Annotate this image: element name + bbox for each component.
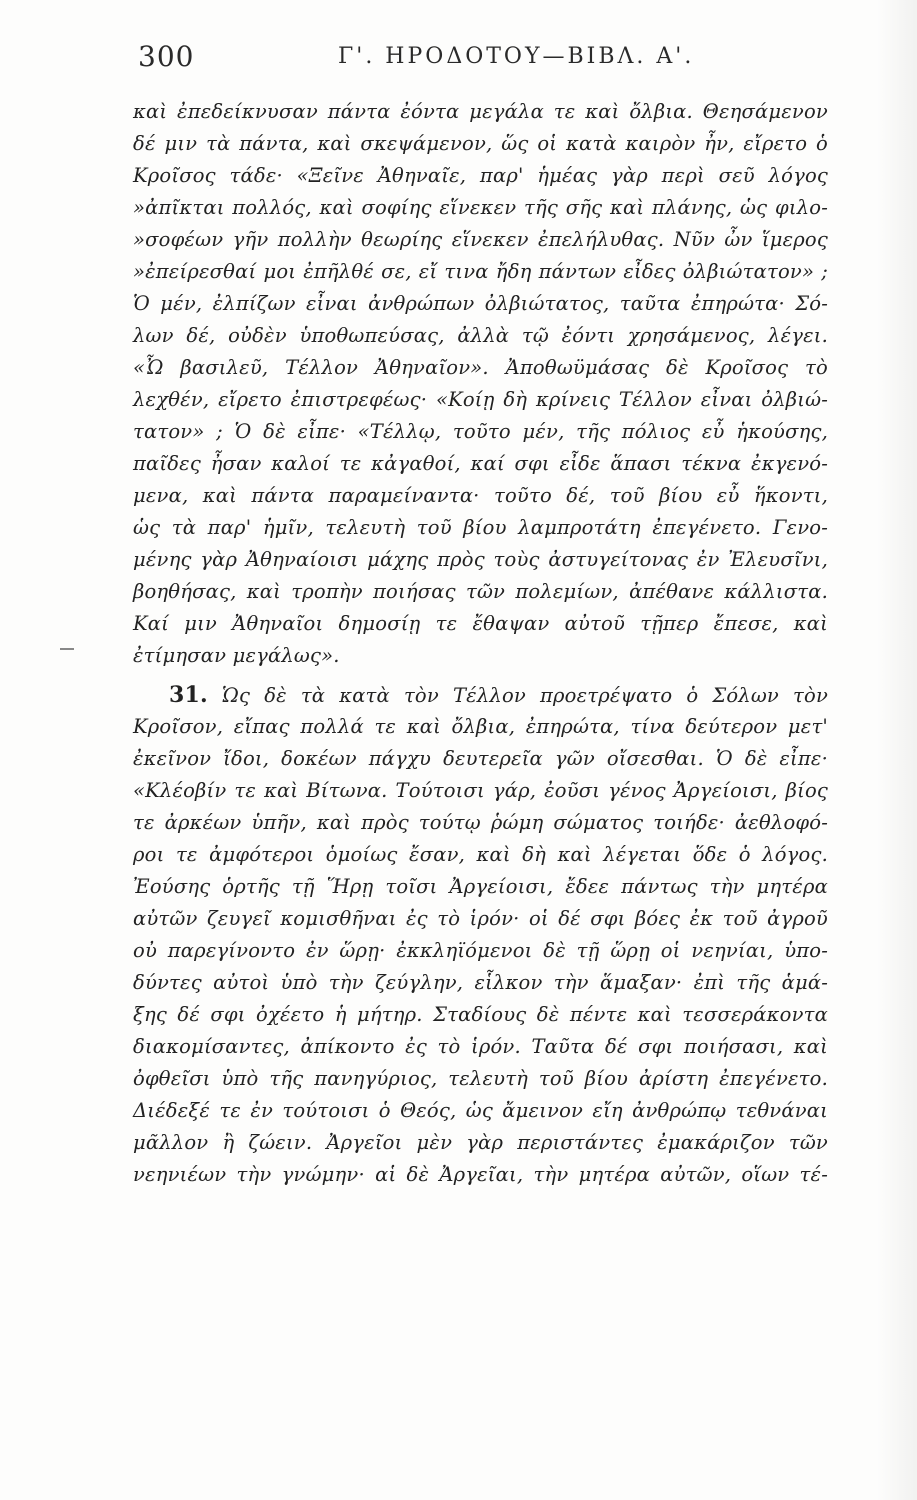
text-line: αὐτῶν ζευγεῖ κομισθῆναι ἐς τὸ ἱρόν· οἱ δέ σφι βόες ἐκ τοῦ ἀγροῦ [133, 907, 828, 930]
text-line: »σοφέων γῆν πολλὴν θεωρίης εἵνεκεν ἐπελήλυθας. Νῦν ὦν ἵμερος [133, 228, 828, 251]
running-head: Γ'. ΗΡΟΔΟΤΟΥ—ΒΙΒΛ. Α'. [338, 44, 695, 69]
text-line: μᾶλλον ἢ ζώειν. Ἀργεῖοι μὲν γὰρ περιστάντες ἐμακάριζον τῶν [133, 1131, 828, 1154]
text-line: μένης γὰρ Ἀθηναίοισι μάχης πρὸς τοὺς ἀστυγείτονας ἐν Ἐλευσῖνι, [133, 548, 828, 571]
section-number: 31. [169, 682, 208, 708]
text-line: Κροῖσος τάδε· «Ξεῖνε Ἀθηναῖε, παρ' ἡμέας γὰρ περὶ σεῦ λόγος [133, 164, 828, 187]
text-line: Διέδεξέ τε ἐν τούτοισι ὁ Θεός, ὡς ἄμεινον εἴη ἀνθρώπῳ τεθνάναι [133, 1099, 828, 1122]
text-line: Κροῖσον, εἴπας πολλά τε καὶ ὄλβια, ἐπηρώτα, τίνα δεύτερον μετ' [133, 715, 828, 738]
text-line: δύντες αὐτοὶ ὑπὸ τὴν ζεύγλην, εἷλκον τὴν ἅμαξαν· ἐπὶ τῆς ἁμά- [133, 971, 828, 994]
text-line-content: Ὡς δὲ τὰ κατὰ τὸν Τέλλον προετρέψατο ὁ Σόλων τὸν [221, 684, 828, 707]
text-line: «Κλέοβίν τε καὶ Βίτωνα. Τούτοισι γάρ, ἐοῦσι γένος Ἀργείοισι, βίος [133, 779, 828, 802]
margin-mark [60, 648, 74, 650]
page-number: 300 [138, 40, 195, 73]
text-line: »ἀπῖκται πολλός, καὶ σοφίης εἵνεκεν τῆς σῆς καὶ πλάνης, ὡς φιλο- [133, 196, 828, 219]
body-text [133, 96, 828, 1191]
text-line: οὐ παρεγίνοντο ἐν ὥρῃ· ἐκκληϊόμενοι δὲ τῇ ὥρῃ οἱ νεηνίαι, ὑπο- [133, 939, 828, 962]
text-line: ὡς τὰ παρ' ἡμῖν, τελευτὴ τοῦ βίου λαμπροτάτη ἐπεγένετο. Γενο- [133, 516, 828, 539]
text-line: ξης δέ σφι ὀχέετο ἡ μήτηρ. Σταδίους δὲ πέντε καὶ τεσσεράκοντα [133, 1003, 828, 1026]
text-line: ὀφθεῖσι ὑπὸ τῆς πανηγύριος, τελευτὴ τοῦ βίου ἀρίστη ἐπεγένετο. [133, 1067, 828, 1090]
text-line: βοηθήσας, καὶ τροπὴν ποιήσας τῶν πολεμίων, ἀπέθανε κάλλιστα. [133, 580, 828, 603]
text-line: »ἐπείρεσθαί μοι ἐπῆλθέ σε, εἴ τινα ἤδη πάντων εἶδες ὀλβιώτατον» ; [133, 260, 828, 283]
text-line: μενα, καὶ πάντα παραμείναντα· τοῦτο δέ, τοῦ βίου εὖ ἥκοντι, [133, 484, 828, 507]
text-line: ροι τε ἀμφότεροι ὁμοίως ἔσαν, καὶ δὴ καὶ λέγεται ὅδε ὁ λόγος. [133, 843, 828, 866]
text-line: τε ἀρκέων ὑπῆν, καὶ πρὸς τούτῳ ῥώμη σώματος τοιήδε· ἀεθλοφό- [133, 811, 828, 834]
page-header [138, 40, 828, 80]
text-line: λεχθέν, εἴρετο ἐπιστρεφέως· «Κοίῃ δὴ κρίνεις Τέλλον εἶναι ὀλβιώ- [133, 388, 828, 411]
text-line: Καί μιν Ἀθηναῖοι δημοσίῃ τε ἔθαψαν αὐτοῦ τῇπερ ἔπεσε, καὶ [133, 612, 828, 635]
text-line: παῖδες ἦσαν καλοί τε κἀγαθοί, καί σφι εἶδε ἅπασι τέκνα ἐκγενό- [133, 452, 828, 475]
text-line: «Ὦ βασιλεῦ, Τέλλον Ἀθηναῖον». Ἀποθωϋμάσας δὲ Κροῖσος τὸ [133, 356, 828, 379]
text-line: λων δέ, οὐδὲν ὑποθωπεύσας, ἀλλὰ τῷ ἐόντι χρησάμενος, λέγει. [133, 324, 828, 347]
text-line: διακομίσαντες, ἀπίκοντο ἐς τὸ ἱρόν. Ταῦτα δέ σφι ποιήσασι, καὶ [133, 1035, 828, 1058]
text-line: Ἐούσης ὁρτῆς τῇ Ἥρῃ τοῖσι Ἀργείοισι, ἔδεε πάντως τὴν μητέρα [133, 875, 828, 898]
paragraph-2 [133, 679, 828, 1191]
scan-edge-shadow [877, 0, 917, 1500]
text-line: Ὁ μέν, ἐλπίζων εἶναι ἀνθρώπων ὀλβιώτατος, ταῦτα ἐπηρώτα· Σό- [133, 292, 828, 315]
text-line: ἐκεῖνον ἴδοι, δοκέων πάγχυ δευτερεῖα γῶν οἴσεσθαι. Ὁ δὲ εἶπε· [133, 747, 828, 770]
paragraph-1 [133, 96, 828, 672]
text-line: δέ μιν τὰ πάντα, καὶ σκεψάμενον, ὥς οἱ κατὰ καιρὸν ἦν, εἴρετο ὁ [133, 132, 828, 155]
text-line-first [133, 679, 828, 711]
text-line: νεηνιέων τὴν γνώμην· αἱ δὲ Ἀργεῖαι, τὴν μητέρα αὐτῶν, οἵων τέ- [133, 1163, 828, 1186]
text-line: καὶ ἐπεδείκνυσαν πάντα ἐόντα μεγάλα τε καὶ ὄλβια. Θεησάμενον [133, 100, 828, 123]
text-line: τατον» ; Ὁ δὲ εἶπε· «Τέλλῳ, τοῦτο μέν, τῆς πόλιος εὖ ἡκούσης, [133, 420, 828, 443]
text-line: ἐτίμησαν μεγάλως». [133, 644, 340, 667]
